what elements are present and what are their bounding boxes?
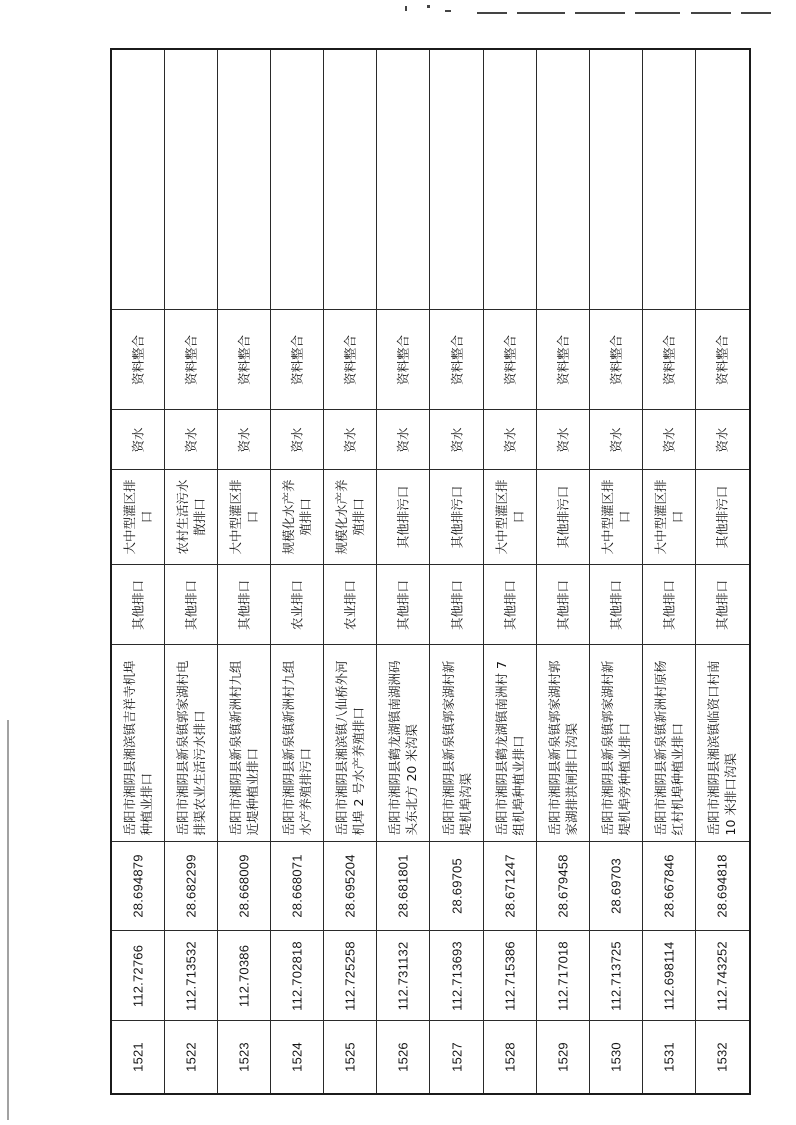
cell-longitude-text: 112.715386: [502, 940, 518, 1011]
cell-outfall-name: [218, 644, 270, 841]
cell-status: [271, 309, 323, 409]
cell-latitude: [324, 841, 376, 930]
cell-outfall-subtype-text: 大中型灌区排口: [599, 479, 632, 555]
cell-water-body: [377, 409, 429, 469]
cell-outfall-type: [430, 564, 482, 644]
cell-outfall-subtype: [377, 469, 429, 564]
cell-water-body-text: 资水: [289, 426, 305, 453]
cell-status: [112, 309, 164, 409]
cell-outfall-subtype: [590, 469, 642, 564]
cell-longitude-text: 112.731132: [395, 941, 411, 1010]
cell-status: [430, 309, 482, 409]
cell-id: [377, 1020, 429, 1093]
cell-outfall-type-text: 其他排口: [714, 579, 730, 630]
cell-remark: [377, 50, 429, 309]
cell-longitude-text: 112.713693: [449, 940, 464, 1011]
cell-id-text: 1527: [449, 1042, 464, 1072]
cell-longitude: [324, 930, 376, 1020]
cell-outfall-subtype: [218, 469, 270, 564]
cell-id: [590, 1020, 642, 1093]
cell-remark: [537, 50, 589, 309]
cell-id-text: 1521: [130, 1042, 146, 1072]
cell-outfall-name: [324, 644, 376, 841]
cell-longitude: [696, 930, 749, 1020]
cell-remark: [696, 50, 749, 309]
table-row: [537, 50, 590, 1093]
cell-status-text: 资料整合: [555, 334, 571, 385]
cell-longitude-text: 112.713725: [608, 940, 624, 1011]
cell-latitude-text: 28.668071: [289, 854, 305, 918]
cell-outfall-name: [643, 644, 695, 841]
cell-outfall-type-text: 其他排口: [395, 579, 411, 630]
cell-outfall-subtype-text: 农村生活污水散排口: [175, 479, 208, 555]
cell-longitude: [218, 930, 270, 1020]
cell-id-text: 1528: [502, 1042, 518, 1072]
cell-outfall-subtype-text: 其他排污口: [714, 485, 730, 549]
cell-id-text: 1524: [289, 1042, 305, 1072]
cell-outfall-subtype: [112, 469, 164, 564]
cell-water-body: [537, 409, 589, 469]
cell-outfall-subtype: [324, 469, 376, 564]
cell-longitude: [590, 930, 642, 1020]
cell-longitude: [430, 930, 482, 1020]
table-row: [590, 50, 643, 1093]
cell-longitude-text: 112.72766: [130, 944, 146, 1007]
cell-latitude-text: 28.668009: [236, 854, 252, 918]
cell-latitude: [430, 841, 482, 930]
cell-latitude-text: 28.679458: [555, 854, 571, 918]
cell-id: [484, 1020, 536, 1093]
table-row: [643, 50, 696, 1093]
cell-remark: [590, 50, 642, 309]
cell-status: [484, 309, 536, 409]
cell-outfall-name-text: 岳阳市湘阴县新泉镇郭家湖村新堤机埠旁种植业排口: [599, 660, 632, 836]
cell-status-text: 资料整合: [289, 334, 305, 385]
cell-remark: [165, 50, 217, 309]
cell-outfall-subtype: [696, 469, 749, 564]
cell-water-body: [590, 409, 642, 469]
cell-longitude: [112, 930, 164, 1020]
cell-remark: [218, 50, 270, 309]
cell-latitude: [218, 841, 270, 930]
cell-remark: [112, 50, 164, 309]
cell-outfall-name-text: 岳阳市湘阴县湘滨镇临资口村南 10 米排口沟渠: [706, 660, 739, 836]
cell-outfall-subtype-text: 其他排污口: [449, 485, 464, 549]
cell-id-text: 1523: [236, 1042, 252, 1072]
outfall-table: [110, 48, 751, 1095]
cell-id-text: 1529: [555, 1042, 571, 1072]
cell-water-body-text: 资水: [395, 426, 411, 453]
cell-latitude: [112, 841, 164, 930]
cell-outfall-type-text: 其他排口: [608, 579, 624, 630]
cell-outfall-type-text: 其他排口: [502, 579, 518, 630]
cell-id-text: 1522: [183, 1042, 199, 1072]
cell-longitude-text: 112.713532: [183, 940, 199, 1011]
cell-longitude-text: 112.743252: [714, 940, 730, 1011]
cell-status: [165, 309, 217, 409]
cell-longitude-text: 112.717018: [555, 940, 571, 1011]
cell-outfall-type: [324, 564, 376, 644]
cell-remark: [643, 50, 695, 309]
cell-outfall-name-text: 岳阳市湘阴县新泉镇郭家湖村电排渠农业生活污水排口: [175, 660, 208, 836]
cell-outfall-name: [484, 644, 536, 841]
cell-outfall-subtype: [271, 469, 323, 564]
cell-longitude: [537, 930, 589, 1020]
scan-artifact-marks: [405, 4, 785, 24]
cell-remark: [324, 50, 376, 309]
cell-outfall-type-text: 其他排口: [555, 579, 571, 630]
cell-status-text: 资料整合: [130, 334, 146, 385]
cell-water-body-text: 资水: [661, 426, 677, 453]
cell-outfall-type: [590, 564, 642, 644]
cell-longitude: [484, 930, 536, 1020]
cell-id-text: 1526: [395, 1042, 411, 1072]
table-row: [112, 50, 165, 1093]
cell-status-text: 资料整合: [502, 334, 518, 385]
cell-outfall-type-text: 其他排口: [661, 579, 677, 630]
cell-outfall-name-text: 岳阳市湘阴县湘滨镇八仙桥外河机埠 2 号水产养殖排口: [334, 660, 367, 836]
cell-latitude: [165, 841, 217, 930]
cell-outfall-type-text: 其他排口: [449, 579, 464, 630]
cell-water-body-text: 资水: [236, 426, 252, 453]
cell-id-text: 1532: [714, 1042, 730, 1072]
cell-outfall-type: [165, 564, 217, 644]
cell-outfall-name: [537, 644, 589, 841]
cell-id: [165, 1020, 217, 1093]
cell-outfall-type: [537, 564, 589, 644]
cell-water-body: [165, 409, 217, 469]
cell-id-text: 1525: [342, 1042, 358, 1072]
cell-status-text: 资料整合: [342, 334, 358, 385]
cell-longitude-text: 112.725258: [342, 940, 358, 1011]
cell-latitude-text: 28.694879: [130, 854, 146, 918]
cell-longitude: [377, 930, 429, 1020]
cell-outfall-subtype-text: 大中型灌区排口: [652, 479, 685, 555]
cell-outfall-type-text: 农业排口: [342, 579, 358, 630]
cell-outfall-name: [696, 644, 749, 841]
cell-latitude: [537, 841, 589, 930]
cell-latitude-text: 28.694818: [714, 854, 730, 918]
cell-latitude-text: 28.671247: [502, 854, 518, 918]
cell-outfall-name-text: 岳阳市湘阴县鹤龙湖镇南湖洲码头东北方 20 米沟渠: [387, 660, 420, 836]
table-row: [484, 50, 537, 1093]
cell-outfall-subtype: [537, 469, 589, 564]
cell-outfall-name-text: 岳阳市湘阴县新泉镇新洲村原杨红村机埠种植业排口: [652, 660, 685, 836]
cell-status: [643, 309, 695, 409]
cell-status-text: 资料整合: [236, 334, 252, 385]
cell-water-body: [324, 409, 376, 469]
cell-status: [590, 309, 642, 409]
cell-outfall-name: [112, 644, 164, 841]
cell-outfall-subtype: [643, 469, 695, 564]
cell-outfall-subtype: [165, 469, 217, 564]
cell-outfall-name: [271, 644, 323, 841]
cell-latitude-text: 28.69703: [608, 858, 624, 914]
cell-status-text: 资料整合: [449, 334, 464, 385]
cell-status-text: 资料整合: [714, 334, 730, 385]
cell-longitude: [165, 930, 217, 1020]
cell-id: [430, 1020, 482, 1093]
cell-water-body-text: 资水: [714, 426, 730, 453]
cell-status-text: 资料整合: [661, 334, 677, 385]
cell-water-body-text: 资水: [449, 426, 464, 453]
cell-outfall-type: [643, 564, 695, 644]
cell-water-body: [218, 409, 270, 469]
cell-latitude: [643, 841, 695, 930]
cell-outfall-subtype: [484, 469, 536, 564]
cell-outfall-subtype-text: 规模化水产养殖排口: [334, 479, 367, 555]
cell-outfall-type-text: 农业排口: [289, 579, 305, 630]
cell-water-body-text: 资水: [555, 426, 571, 453]
cell-outfall-name-text: 岳阳市湘阴县新泉镇郭家湖村郭家湖排洪闸排口沟渠: [546, 660, 579, 836]
cell-outfall-type-text: 其他排口: [183, 579, 199, 630]
cell-water-body: [484, 409, 536, 469]
cell-latitude: [377, 841, 429, 930]
cell-status: [696, 309, 749, 409]
table-row: [218, 50, 271, 1093]
cell-outfall-subtype-text: 其他排污口: [395, 485, 411, 549]
cell-status-text: 资料整合: [395, 334, 411, 385]
cell-outfall-subtype: [430, 469, 482, 564]
cell-remark: [430, 50, 482, 309]
cell-latitude-text: 28.682299: [183, 854, 199, 918]
cell-outfall-subtype-text: 其他排污口: [555, 485, 571, 549]
cell-outfall-type: [218, 564, 270, 644]
table-row: [324, 50, 377, 1093]
cell-water-body: [643, 409, 695, 469]
cell-id: [112, 1020, 164, 1093]
cell-id: [643, 1020, 695, 1093]
cell-status: [377, 309, 429, 409]
cell-outfall-name: [590, 644, 642, 841]
cell-status: [218, 309, 270, 409]
scan-artifact-edge-line: [7, 720, 9, 1120]
cell-outfall-subtype-text: 大中型灌区排口: [228, 479, 261, 555]
cell-latitude: [590, 841, 642, 930]
cell-outfall-name-text: 岳阳市湘阴县湘滨镇吉祥寺机埠种植业排口: [122, 660, 155, 836]
cell-outfall-name-text: 岳阳市湘阴县新泉镇新洲村九组近堤种植业排口: [228, 660, 261, 836]
cell-outfall-name-text: 岳阳市湘阴县鹤龙湖镇南洲村 7 组机埠种植业排口: [493, 661, 526, 836]
cell-outfall-name: [165, 644, 217, 841]
cell-status-text: 资料整合: [608, 334, 624, 385]
cell-id: [537, 1020, 589, 1093]
cell-id: [218, 1020, 270, 1093]
cell-outfall-name: [430, 644, 482, 841]
cell-outfall-type: [696, 564, 749, 644]
cell-id-text: 1530: [608, 1042, 624, 1072]
cell-water-body: [112, 409, 164, 469]
cell-id: [696, 1020, 749, 1093]
cell-status: [324, 309, 376, 409]
cell-latitude: [484, 841, 536, 930]
cell-id: [324, 1020, 376, 1093]
cell-outfall-type-text: 其他排口: [130, 579, 146, 630]
cell-longitude-text: 112.698114: [661, 941, 677, 1010]
cell-water-body: [696, 409, 749, 469]
cell-latitude-text: 28.69705: [449, 858, 464, 914]
cell-longitude: [271, 930, 323, 1020]
cell-outfall-subtype-text: 规模化水产养殖排口: [281, 479, 314, 555]
cell-longitude: [643, 930, 695, 1020]
cell-outfall-name-text: 岳阳市湘阴县新泉镇新洲村九组水产养殖排污口: [281, 660, 314, 836]
cell-latitude: [271, 841, 323, 930]
cell-outfall-name-text: 岳阳市湘阴县新泉镇郭家湖村新堤机埠沟渠: [440, 660, 473, 836]
table-row: [430, 50, 483, 1093]
table-row: [377, 50, 430, 1093]
cell-remark: [271, 50, 323, 309]
cell-water-body-text: 资水: [342, 426, 358, 453]
cell-longitude-text: 112.70386: [236, 944, 252, 1007]
cell-water-body-text: 资水: [502, 426, 518, 453]
cell-outfall-subtype-text: 大中型灌区排口: [493, 479, 526, 555]
cell-outfall-type: [484, 564, 536, 644]
cell-outfall-type: [377, 564, 429, 644]
cell-water-body-text: 资水: [130, 426, 146, 453]
cell-latitude-text: 28.681801: [395, 854, 411, 918]
cell-longitude-text: 112.702818: [289, 940, 305, 1011]
cell-outfall-type: [112, 564, 164, 644]
cell-status-text: 资料整合: [183, 334, 199, 385]
cell-outfall-subtype-text: 大中型灌区排口: [122, 479, 155, 555]
table-row: [271, 50, 324, 1093]
cell-outfall-type-text: 其他排口: [236, 579, 252, 630]
cell-latitude-text: 28.695204: [342, 854, 358, 918]
table-row: [165, 50, 218, 1093]
cell-outfall-name: [377, 644, 429, 841]
cell-id-text: 1531: [661, 1042, 677, 1072]
cell-id: [271, 1020, 323, 1093]
cell-water-body: [430, 409, 482, 469]
cell-remark: [484, 50, 536, 309]
cell-latitude-text: 28.667846: [661, 854, 677, 918]
cell-water-body: [271, 409, 323, 469]
cell-latitude: [696, 841, 749, 930]
cell-outfall-type: [271, 564, 323, 644]
cell-status: [537, 309, 589, 409]
table-row: [696, 50, 749, 1093]
cell-water-body-text: 资水: [608, 426, 624, 453]
cell-water-body-text: 资水: [183, 426, 199, 453]
